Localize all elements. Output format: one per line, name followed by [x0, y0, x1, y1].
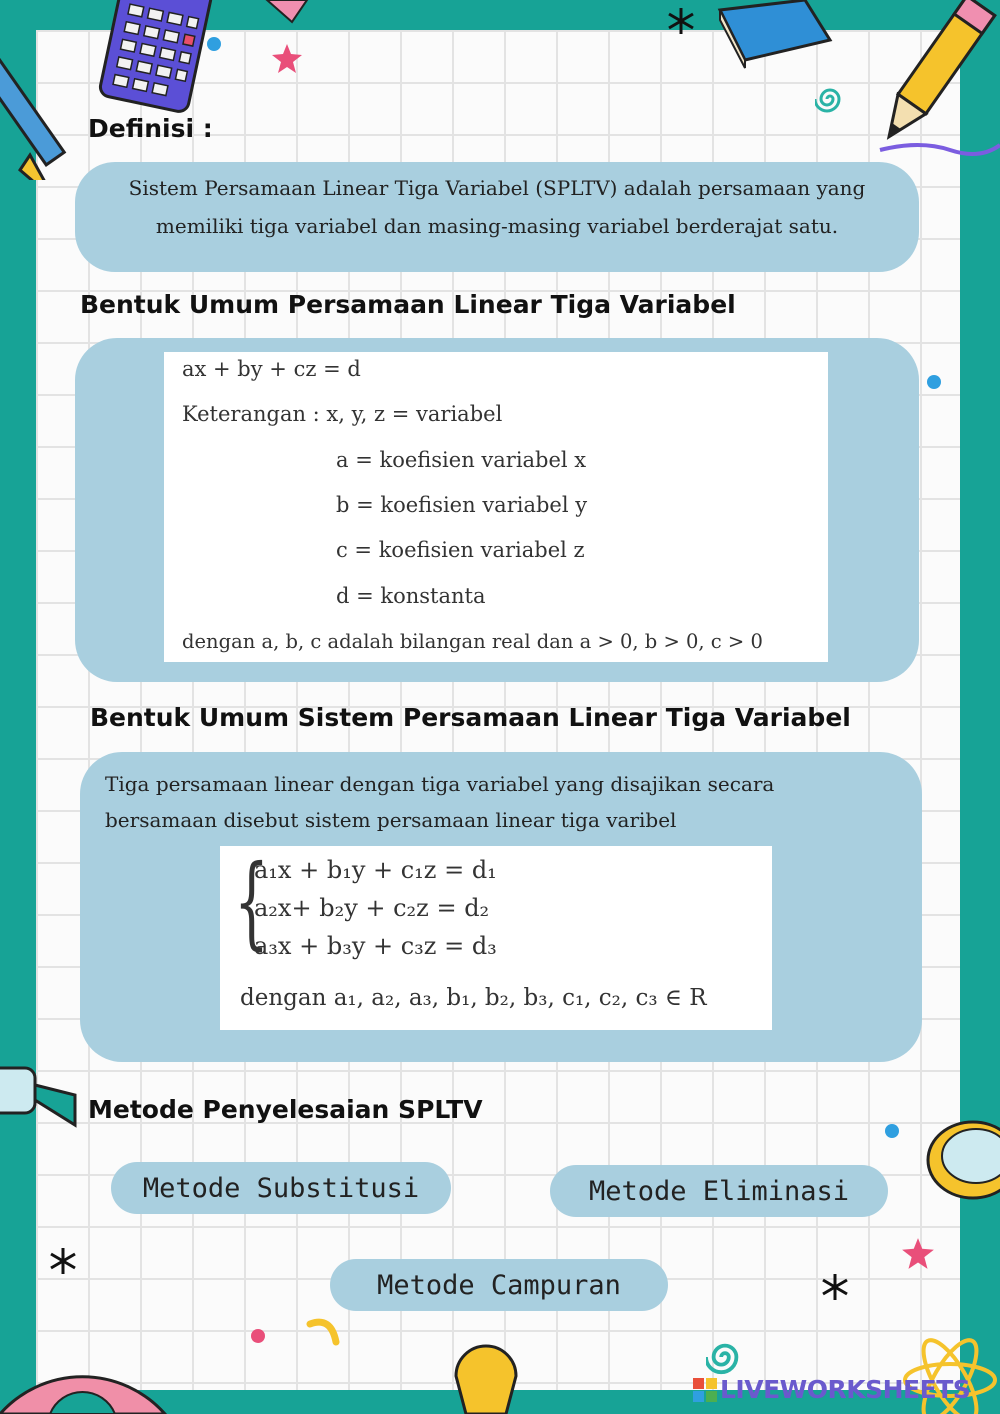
asterisk-icon	[666, 6, 696, 36]
plt-condition: dengan a, b, c adalah bilangan real dan a > 0, b > 0, c > 0	[182, 630, 763, 653]
plt-item: a = koefisien variabel x	[336, 448, 587, 472]
spltv-equation: a₃x + b₃y + c₃z = d₃	[254, 932, 497, 960]
spiral-icon	[815, 84, 845, 114]
calculator-icon	[88, 0, 218, 115]
watermark-text: LIVEWORKSHEETS	[720, 1375, 971, 1404]
dot-icon	[206, 36, 222, 52]
definition-line-1: Sistem Persamaan Linear Tiga Variabel (SPLTV) adalah persamaan yang	[128, 176, 866, 200]
dot-icon	[926, 374, 942, 390]
spltv-line-1: Tiga persamaan linear dengan tiga variabel yang disajikan secara	[105, 772, 775, 796]
plt-heading: Bentuk Umum Persamaan Linear Tiga Variabel	[80, 290, 736, 319]
plt-keterangan: Keterangan : x, y, z = variabel	[182, 402, 503, 426]
book-icon	[715, 0, 835, 70]
star-icon	[270, 42, 304, 76]
spltv-equation: a₂x+ b₂y + c₂z = d₂	[254, 894, 490, 922]
definition-box	[75, 162, 919, 272]
spltv-condition: dengan a₁, a₂, a₃, b₁, b₂, b₃, c₁, c₂, c₃ ∈ R	[240, 985, 707, 1011]
spltv-heading: Bentuk Umum Sistem Persamaan Linear Tiga Variabel	[90, 703, 851, 732]
plt-item: b = koefisien variabel y	[336, 493, 588, 517]
methods-heading: Metode Penyelesaian SPLTV	[88, 1095, 483, 1124]
triangle-icon	[262, 0, 312, 24]
dot-icon	[884, 1123, 900, 1139]
plt-equation: ax + by + cz = d	[182, 357, 361, 381]
method-eliminasi-button[interactable]: Metode Eliminasi	[550, 1165, 888, 1217]
arc-icon	[306, 1316, 342, 1346]
liveworksheets-logo-icon	[692, 1377, 718, 1403]
method-substitusi-button[interactable]: Metode Substitusi	[111, 1162, 451, 1214]
star-icon	[900, 1236, 936, 1272]
pen-icon	[0, 40, 90, 180]
method-campuran-button[interactable]: Metode Campuran	[330, 1259, 668, 1311]
spltv-line-2: bersamaan disebut sistem persamaan linear tiga varibel	[105, 808, 677, 832]
spltv-equation: a₁x + b₁y + c₁z = d₁	[254, 856, 497, 884]
liveworksheets-watermark	[692, 1375, 970, 1404]
asterisk-icon	[820, 1272, 850, 1302]
brace-icon: {	[234, 843, 269, 960]
goggles-icon	[0, 1060, 80, 1130]
bulb-icon	[448, 1336, 524, 1414]
definition-line-2: memiliki tiga variabel dan masing-masing variabel berderajat satu.	[155, 214, 839, 238]
definition-heading: Definisi :	[88, 114, 213, 143]
petri-dish-icon	[918, 1110, 1000, 1210]
plt-item: c = koefisien variabel z	[336, 538, 585, 562]
spiral-icon	[706, 1338, 744, 1376]
plt-item: d = konstanta	[336, 584, 486, 608]
pencil-icon	[860, 0, 1000, 160]
flower-icon	[250, 1328, 266, 1344]
protractor-icon	[0, 1300, 170, 1414]
asterisk-icon	[48, 1246, 78, 1276]
